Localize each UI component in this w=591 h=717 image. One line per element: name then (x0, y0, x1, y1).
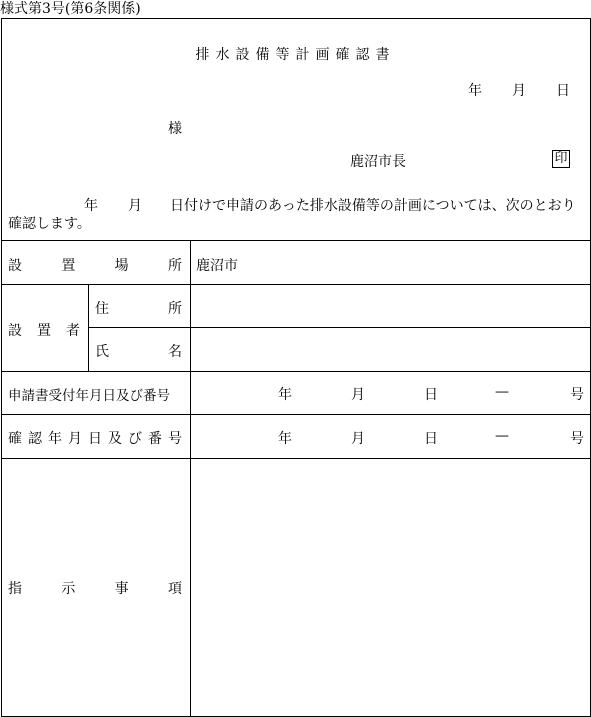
application-dash: — (495, 384, 509, 400)
document-title: 排水設備等計画確認書 (195, 47, 396, 63)
application-day: 日 (424, 387, 438, 403)
body-month-label: 月 (128, 198, 142, 214)
application-number-suffix: 号 (570, 387, 584, 403)
date-day-label: 日 (556, 83, 570, 99)
installer-address-label: 住 所 (95, 301, 182, 317)
row-divider (1, 284, 590, 285)
issuer-name: 鹿沼市長 (350, 154, 406, 170)
seal-box: 印 (552, 150, 570, 168)
confirmation-dash: — (495, 428, 509, 444)
form-number-label: 様式第3号(第6条関係) (0, 1, 141, 17)
row-divider (1, 414, 590, 415)
confirmation-day: 日 (424, 431, 438, 447)
application-month: 月 (351, 387, 365, 403)
table-top-border (1, 240, 590, 241)
column-divider (88, 284, 89, 371)
form-frame (1, 18, 591, 717)
instructions-label: 指 示 事 項 (8, 581, 182, 597)
row-divider (88, 327, 590, 328)
location-label: 設 置 場 所 (8, 258, 182, 274)
column-divider (190, 240, 191, 716)
installer-label: 設 置 者 (8, 323, 80, 339)
date-month-label: 月 (512, 83, 526, 99)
confirmation-month: 月 (351, 431, 365, 447)
date-year-label: 年 (468, 83, 482, 99)
application-year: 年 (278, 387, 292, 403)
body-text-line2: 確認します。 (8, 216, 91, 232)
confirmation-label: 確 認 年 月 日 及 び 番 号 (8, 431, 182, 447)
confirmation-number-suffix: 号 (570, 431, 584, 447)
application-label: 申請書受付年月日及び番号 (8, 388, 170, 404)
row-divider (1, 458, 590, 459)
location-value: 鹿沼市 (196, 258, 238, 274)
body-text-line1: 日付けで申請のあった排水設備等の計画については、次のとおり (170, 198, 576, 214)
body-year-label: 年 (84, 198, 98, 214)
installer-name-label: 氏 名 (95, 344, 182, 360)
addressee-suffix: 様 (168, 121, 182, 137)
confirmation-year: 年 (278, 431, 292, 447)
row-divider (1, 371, 590, 372)
